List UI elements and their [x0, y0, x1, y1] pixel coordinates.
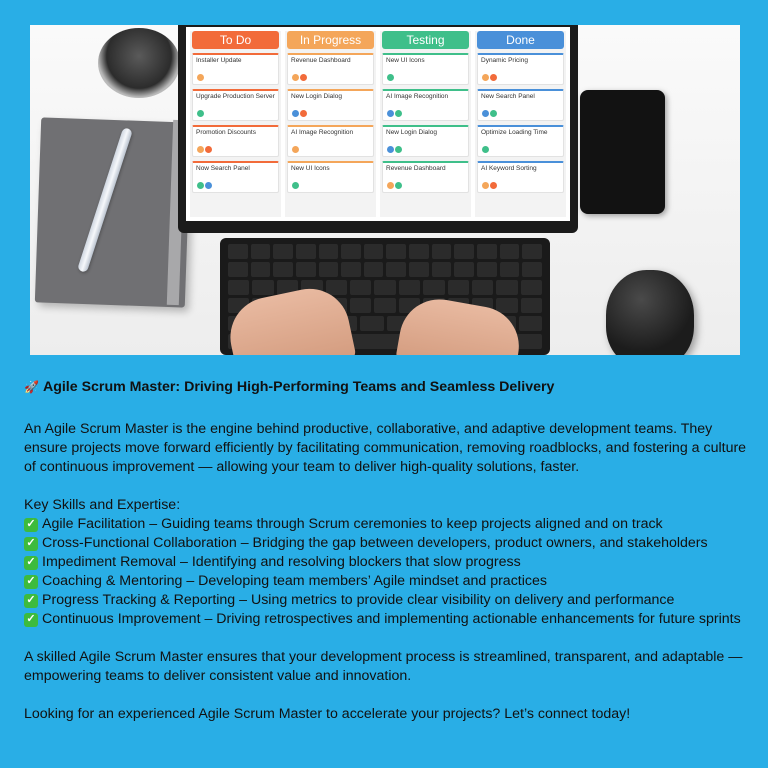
rocket-icon: 🚀 [24, 380, 39, 394]
skill-item: ✓ Coaching & Mentoring – Developing team members’ Agile mindset and practices [24, 572, 748, 591]
check-icon: ✓ [24, 613, 38, 627]
check-icon: ✓ [24, 575, 38, 589]
board-card: Optimize Loading Time [477, 125, 564, 157]
closing-paragraph: A skilled Agile Scrum Master ensures that your development process is streamlined, transparent, and adaptable — empowering teams to deliver consistent value and innovation. [24, 649, 743, 684]
board-card: New Login Dialog [287, 89, 374, 121]
smart-speaker [98, 28, 180, 98]
post-body [24, 378, 748, 743]
column-testing [380, 31, 471, 217]
board-card: New Login Dialog [382, 125, 469, 157]
board-card: Now Search Panel [192, 161, 279, 193]
post-heading: 🚀 Agile Scrum Master: Driving High-Performing Teams and Seamless Delivery [24, 379, 555, 395]
board-card: New UI Icons [287, 161, 374, 193]
hero-photo [30, 25, 740, 355]
cta-paragraph: Looking for an experienced Agile Scrum Master to accelerate your projects? Let’s connect today! [24, 706, 631, 722]
skill-item: ✓ Impediment Removal – Identifying and resolving blockers that slow progress [24, 553, 748, 572]
board-card: Revenue Dashboard [382, 161, 469, 193]
skill-item: ✓ Progress Tracking & Reporting – Using metrics to provide clear visibility on delivery and performance [24, 591, 748, 610]
intro-paragraph: An Agile Scrum Master is the engine behind productive, collaborative, and adaptive development teams. They ensure projects move forward efficiently by facilitating communication, removing roadblocks, and fostering a culture of continuous improvement — allowing your team to deliver high-quality solutions, faster. [24, 421, 747, 475]
check-icon: ✓ [24, 518, 38, 532]
board-card: Revenue Dashboard [287, 53, 374, 85]
board-card: Upgrade Production Server [192, 89, 279, 121]
check-icon: ✓ [24, 594, 38, 608]
skill-item: ✓ Agile Facilitation – Guiding teams through Scrum ceremonies to keep projects aligned and on track [24, 515, 748, 534]
column-header: Testing [382, 31, 469, 49]
board-card: Dynamic Pricing [477, 53, 564, 85]
skills-section [24, 496, 748, 629]
column-todo [190, 31, 281, 217]
check-icon: ✓ [24, 537, 38, 551]
board-card: AI Image Recognition [287, 125, 374, 157]
board-card: Installer Update [192, 53, 279, 85]
check-icon: ✓ [24, 556, 38, 570]
column-done [475, 31, 566, 217]
computer-mouse [606, 270, 694, 355]
board-card: New UI Icons [382, 53, 469, 85]
smartphone [580, 90, 665, 214]
board-card: Promotion Discounts [192, 125, 279, 157]
board-card: AI Keyword Sorting [477, 161, 564, 193]
column-in-progress [285, 31, 376, 217]
skills-title: Key Skills and Expertise: [24, 497, 181, 513]
column-header: Done [477, 31, 564, 49]
board-card: AI Image Recognition [382, 89, 469, 121]
monitor [178, 25, 578, 233]
skill-item: ✓ Continuous Improvement – Driving retrospectives and implementing actionable enhancements for future sprints [24, 610, 748, 629]
skill-item: ✓ Cross-Functional Collaboration – Bridging the gap between developers, product owners, and stakeholders [24, 534, 748, 553]
kanban-board [186, 27, 570, 221]
column-header: To Do [192, 31, 279, 49]
board-card: New Search Panel [477, 89, 564, 121]
column-header: In Progress [287, 31, 374, 49]
